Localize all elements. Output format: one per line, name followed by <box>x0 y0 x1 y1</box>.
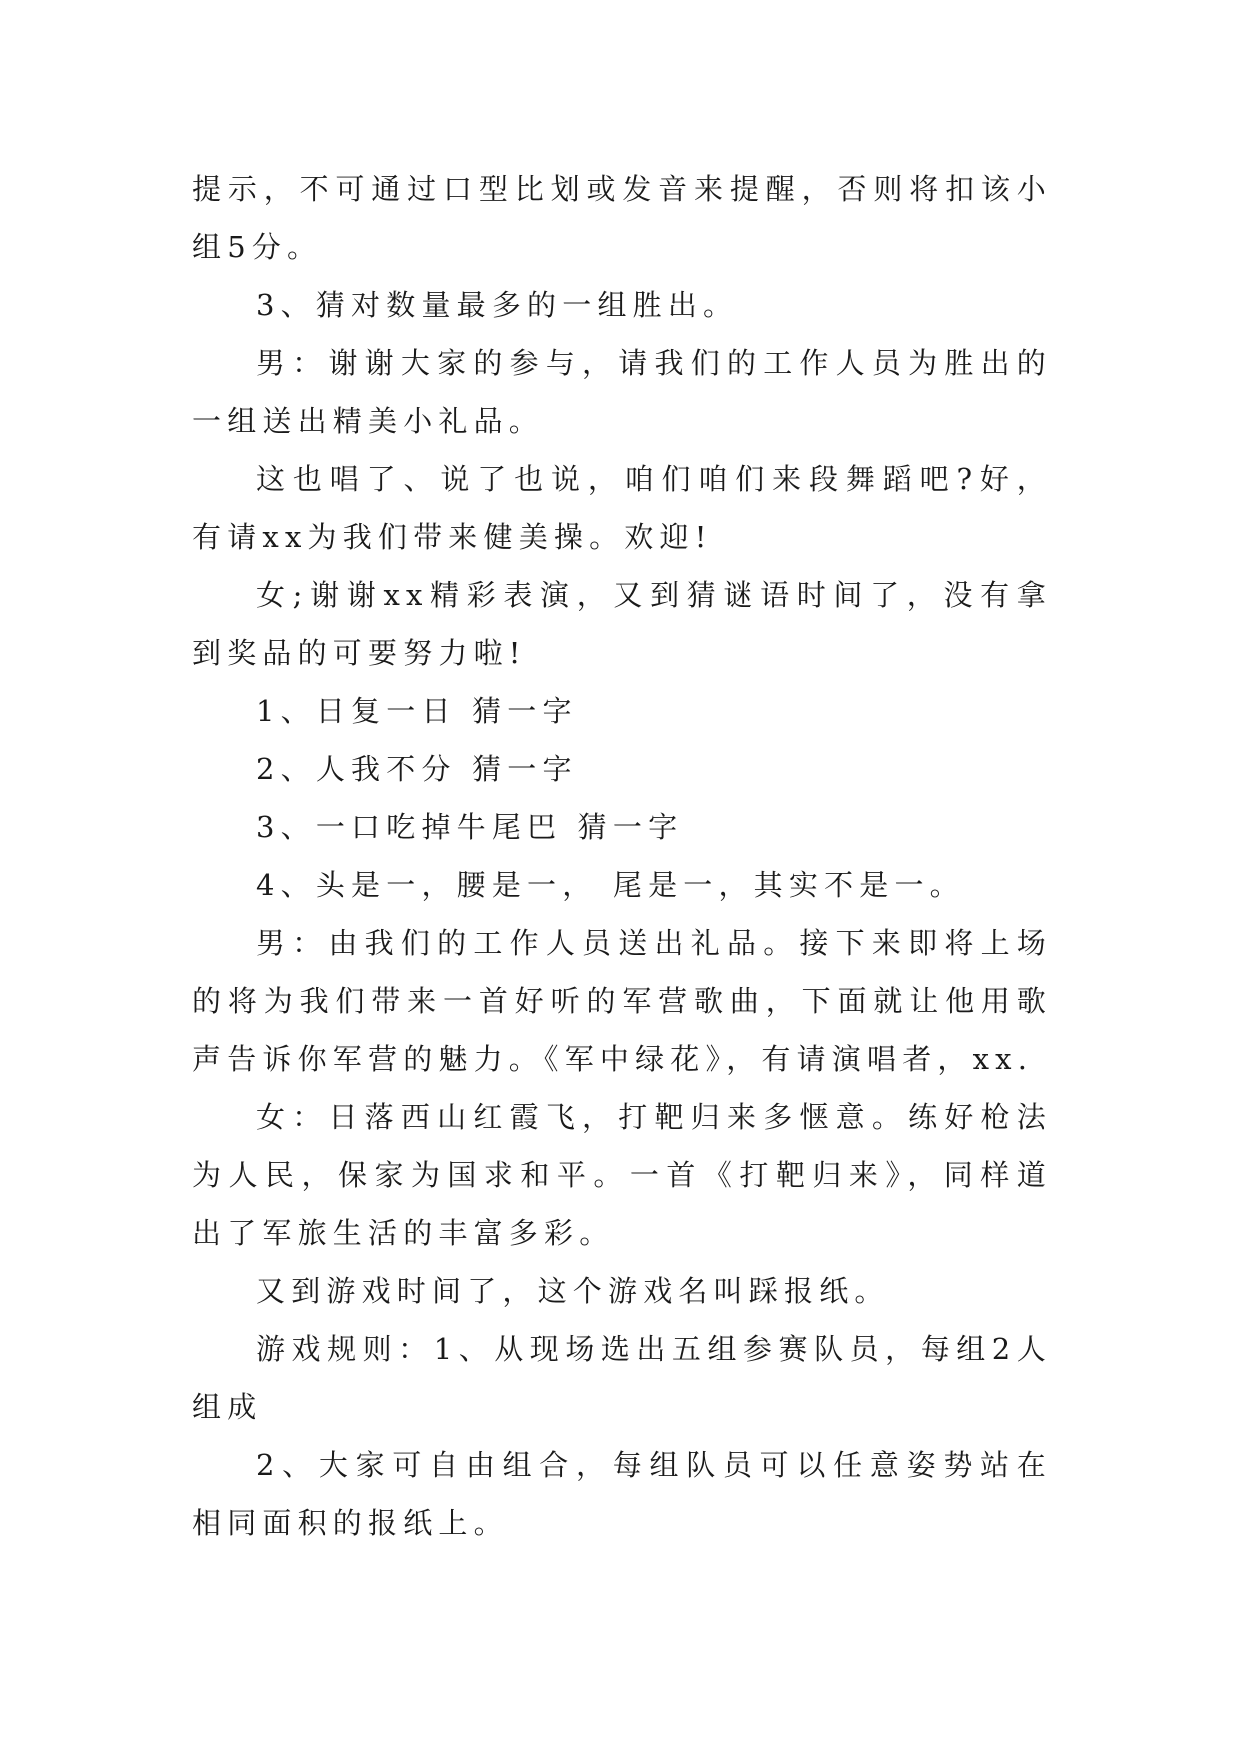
paragraph-11: 女：日落西山红霞飞，打靶归来多惬意。练好枪法为人民，保家为国求和平。一首《打靶归来》，同样道出了军旅生活的丰富多彩。 <box>192 1100 1052 1250</box>
paragraph-4: 这也唱了、说了也说，咱们咱们来段舞蹈吧?好，有请xx为我们带来健美操。欢迎! <box>192 462 1052 554</box>
riddle-item-1: 1、日复一日 猜一字 <box>256 694 578 728</box>
riddle-item-3: 3、一口吃掉牛尾巴 猜一字 <box>256 810 684 844</box>
paragraph-1: 提示，不可通过口型比划或发音来提醒，否则将扣该小组5分。 <box>192 172 1052 264</box>
paragraph-3: 男：谢谢大家的参与，请我们的工作人员为胜出的一组送出精美小礼品。 <box>192 346 1052 438</box>
paragraph-2: 3、猜对数量最多的一组胜出。 <box>256 288 739 322</box>
paragraph-12: 又到游戏时间了，这个游戏名叫踩报纸。 <box>256 1274 890 1308</box>
riddle-item-4: 4、头是一，腰是一， 尾是一，其实不是一。 <box>256 868 965 902</box>
riddle-item-2: 2、人我不分 猜一字 <box>256 752 578 786</box>
game-rule-2: 2、大家可自由组合，每组队员可以任意姿势站在相同面积的报纸上。 <box>192 1448 1052 1540</box>
paragraph-10: 男：由我们的工作人员送出礼品。接下来即将上场的将为我们带来一首好听的军营歌曲，下面就让他用歌声告诉你军营的魅力。《军中绿花》，有请演唱者，xx. <box>192 926 1052 1076</box>
paragraph-5: 女;谢谢xx精彩表演，又到猜谜语时间了，没有拿到奖品的可要努力啦! <box>192 578 1052 670</box>
document-body <box>192 160 1052 1552</box>
game-rule-1: 游戏规则：1、从现场选出五组参赛队员，每组2人组成 <box>192 1332 1052 1424</box>
